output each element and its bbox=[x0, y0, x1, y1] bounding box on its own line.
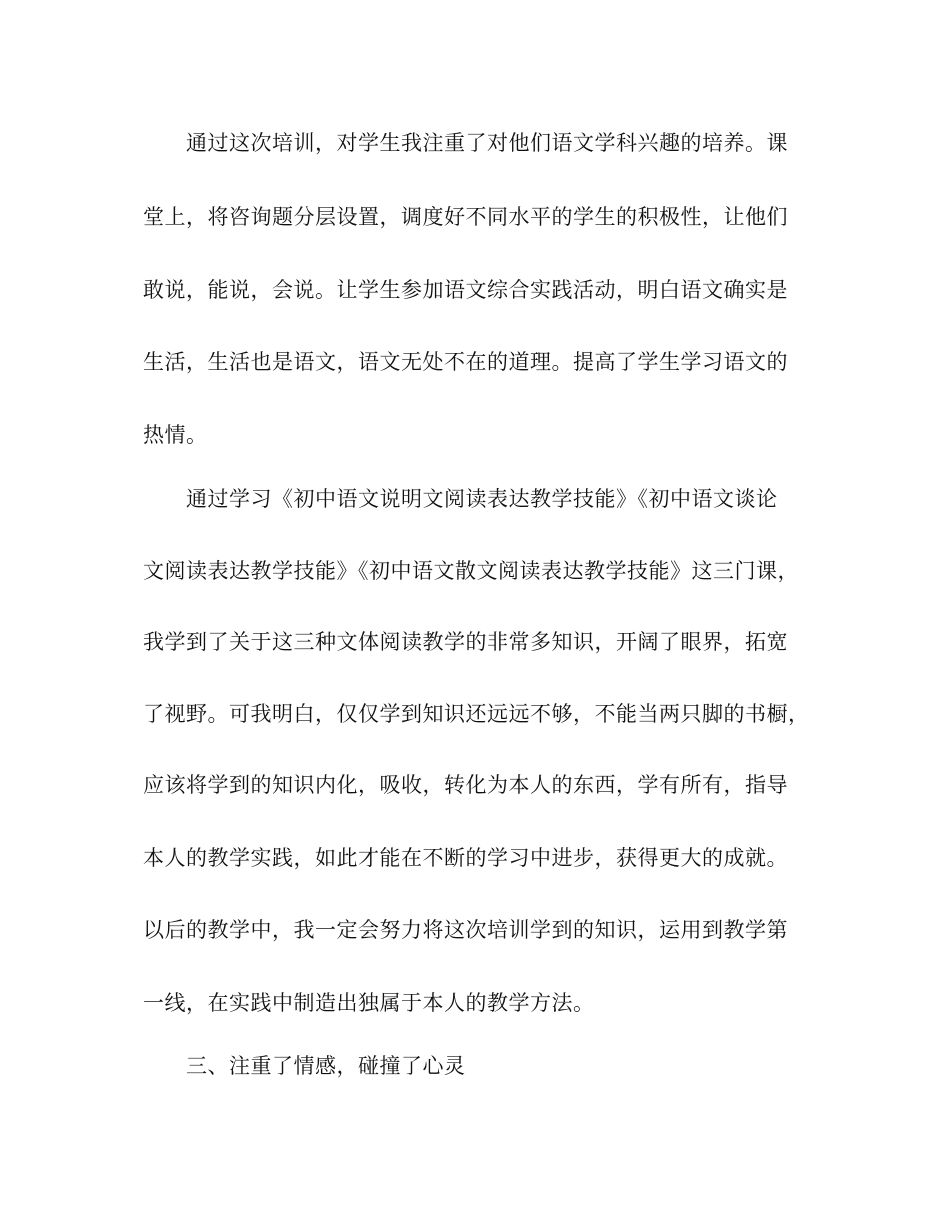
paragraph-2-line-2: 文阅读表达教学技能》《初中语文散文阅读表达教学技能》这三门课， bbox=[143, 559, 799, 583]
paragraph-1-line-5: 热情。 bbox=[143, 423, 208, 447]
paragraph-1-line-2: 堂上，将咨询题分层设置，调度好不同水平的学生的积极性，让他们 bbox=[143, 205, 788, 229]
paragraph-2-line-6: 本人的教学实践，如此才能在不断的学习中进步，获得更大的成就。 bbox=[143, 846, 788, 870]
paragraph-1-line-3: 敢说，能说，会说。让学生参加语文综合实践活动，明白语文确实是 bbox=[143, 278, 788, 302]
paragraph-2-line-5: 应该将学到的知识内化，吸收，转化为本人的东西，学有所有，指导 bbox=[143, 773, 788, 797]
paragraph-2-line-3: 我学到了关于这三种文体阅读教学的非常多知识，开阔了眼界，拓宽 bbox=[143, 630, 788, 654]
paragraph-2-line-7: 以后的教学中，我一定会努力将这次培训学到的知识，运用到教学第 bbox=[143, 918, 788, 942]
paragraph-2-line-4: 了视野。可我明白，仅仅学到知识还远远不够，不能当两只脚的书橱， bbox=[143, 702, 810, 726]
paragraph-1-line-4: 生活，生活也是语文，语文无处不在的道理。提高了学生学习语文的 bbox=[143, 350, 788, 374]
paragraph-1-line-1: 通过这次培训，对学生我注重了对他们语文学科兴趣的培养。课 bbox=[186, 131, 788, 155]
paragraph-2-line-1: 通过学习《初中语文说明文阅读表达教学技能》《初中语文谈论 bbox=[186, 487, 778, 511]
paragraph-2-line-8: 一线，在实践中制造出独属于本人的教学方法。 bbox=[143, 991, 595, 1015]
section-heading: 三、注重了情感，碰撞了心灵 bbox=[186, 1054, 466, 1078]
